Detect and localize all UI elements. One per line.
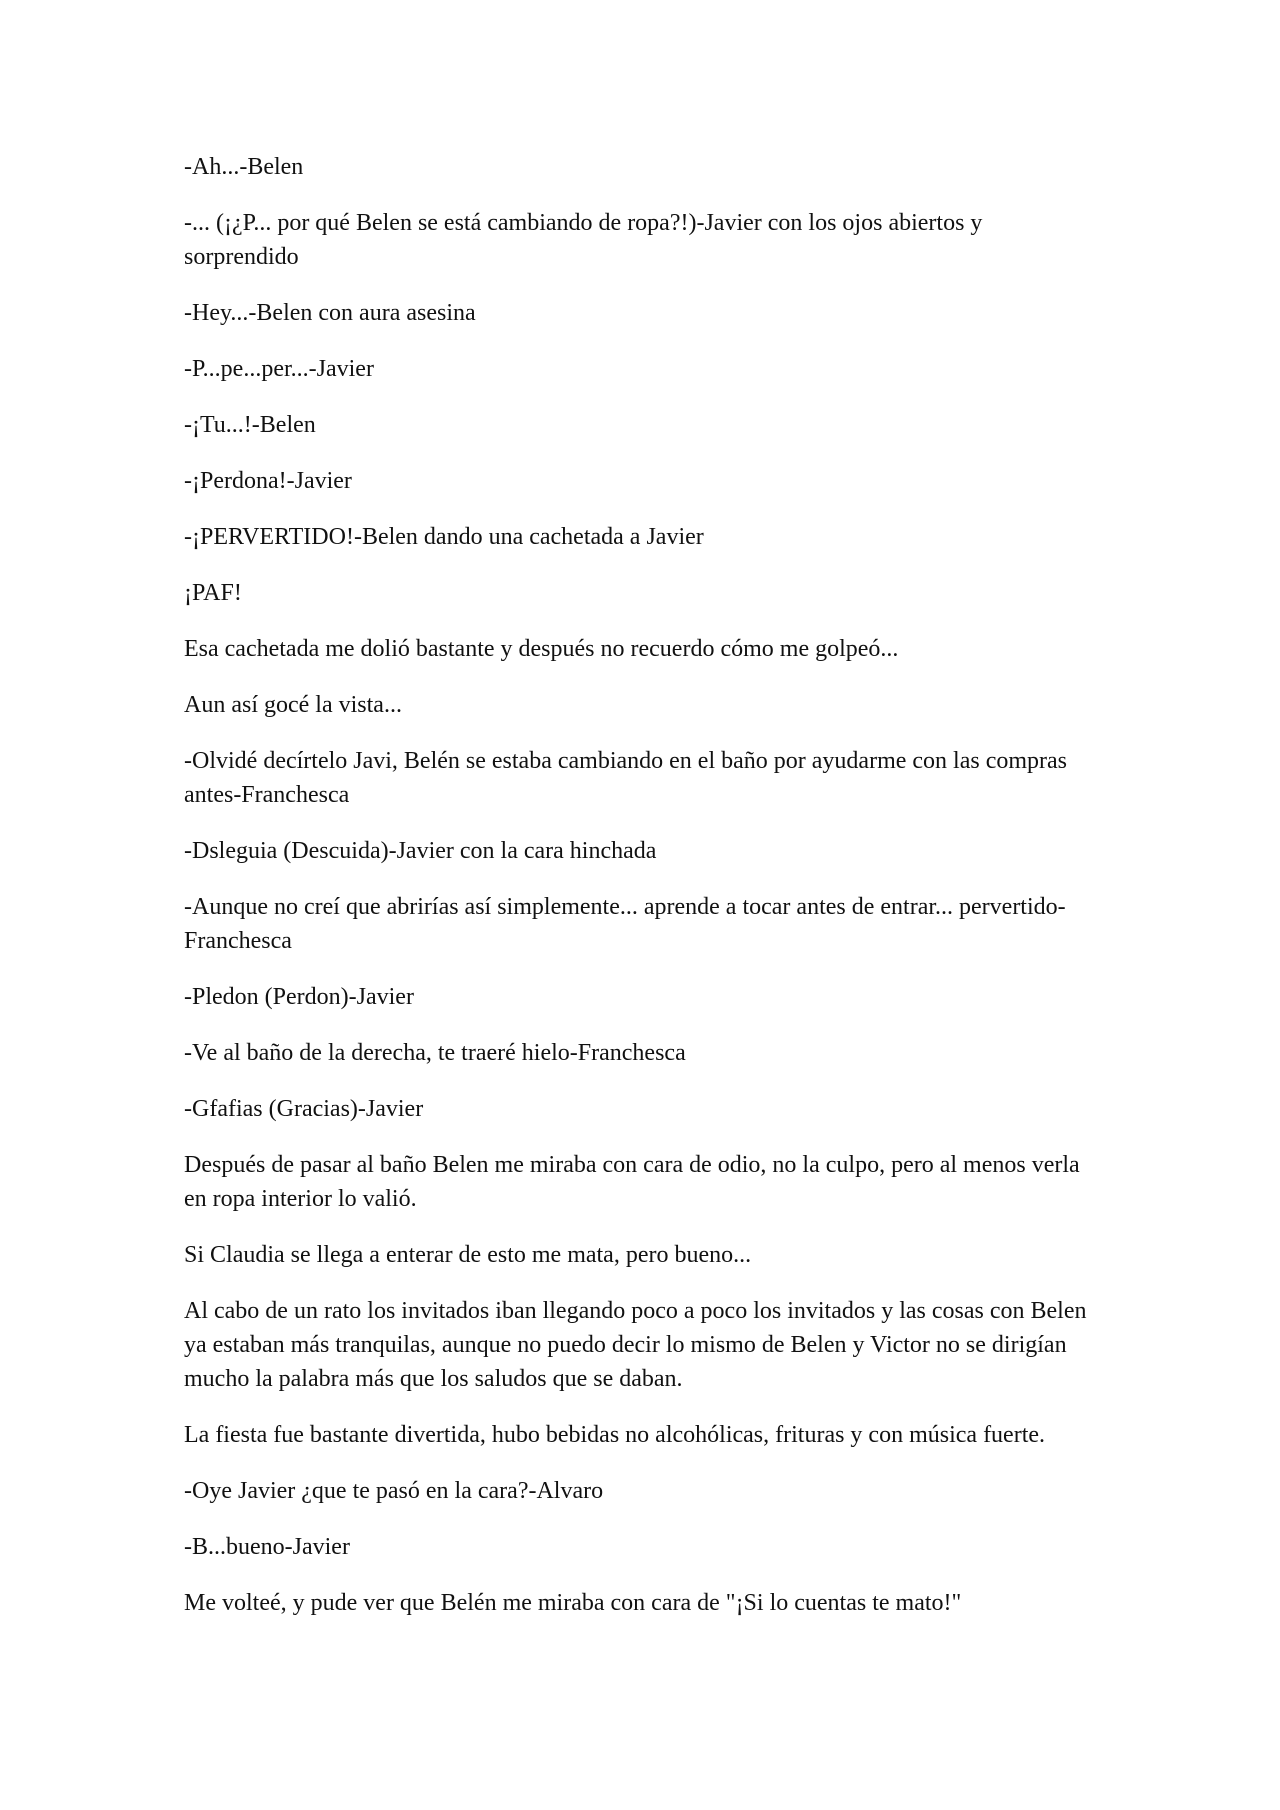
paragraph: La fiesta fue bastante divertida, hubo bebidas no alcohólicas, frituras y con música fuerte. <box>184 1422 1046 1448</box>
paragraph: -Aunque no creí que abrirías así simplemente... aprende a tocar antes de entrar... pervertido-Franchesca <box>184 894 1066 954</box>
paragraph: -¡PERVERTIDO!-Belen dando una cachetada a Javier <box>184 524 704 550</box>
paragraph: Esa cachetada me dolió bastante y después no recuerdo cómo me golpeó... <box>184 636 899 662</box>
paragraph: ¡PAF! <box>184 580 242 606</box>
paragraph: -P...pe...per...-Javier <box>184 356 374 382</box>
document-page <box>184 150 1096 1642</box>
paragraph: -Oye Javier ¿que te pasó en la cara?-Alvaro <box>184 1478 604 1504</box>
paragraph: -Olvidé decírtelo Javi, Belén se estaba cambiando en el baño por ayudarme con las compras antes-Franchesca <box>184 748 1068 808</box>
paragraph: -Dsleguia (Descuida)-Javier con la cara hinchada <box>184 838 657 864</box>
paragraph: -Ah...-Belen <box>184 154 304 180</box>
paragraph: Me volteé, y pude ver que Belén me miraba con cara de "¡Si lo cuentas te mato!" <box>184 1590 962 1616</box>
paragraph: Al cabo de un rato los invitados iban llegando poco a poco los invitados y las cosas con Belen ya estaban más tranquilas, aunque no puedo decir lo mismo de Belen y Victor no se dirigían mucho la palabra más que los saludos que se daban. <box>184 1298 1087 1392</box>
paragraph: -Pledon (Perdon)-Javier <box>184 984 414 1010</box>
paragraph: -¡Perdona!-Javier <box>184 468 352 494</box>
paragraph: -B...bueno-Javier <box>184 1534 350 1560</box>
paragraph: -¡Tu...!-Belen <box>184 412 316 438</box>
paragraph: Aun así gocé la vista... <box>184 692 402 718</box>
paragraph: -... (¡¿P... por qué Belen se está cambiando de ropa?!)-Javier con los ojos abiertos y sorprendido <box>184 210 983 270</box>
paragraph: -Ve al baño de la derecha, te traeré hielo-Franchesca <box>184 1040 686 1066</box>
paragraph: -Hey...-Belen con aura asesina <box>184 300 476 326</box>
paragraph: -Gfafias (Gracias)-Javier <box>184 1096 424 1122</box>
paragraph: Si Claudia se llega a enterar de esto me mata, pero bueno... <box>184 1242 752 1268</box>
paragraph: Después de pasar al baño Belen me miraba con cara de odio, no la culpo, pero al menos verla en ropa interior lo valió. <box>184 1152 1080 1212</box>
